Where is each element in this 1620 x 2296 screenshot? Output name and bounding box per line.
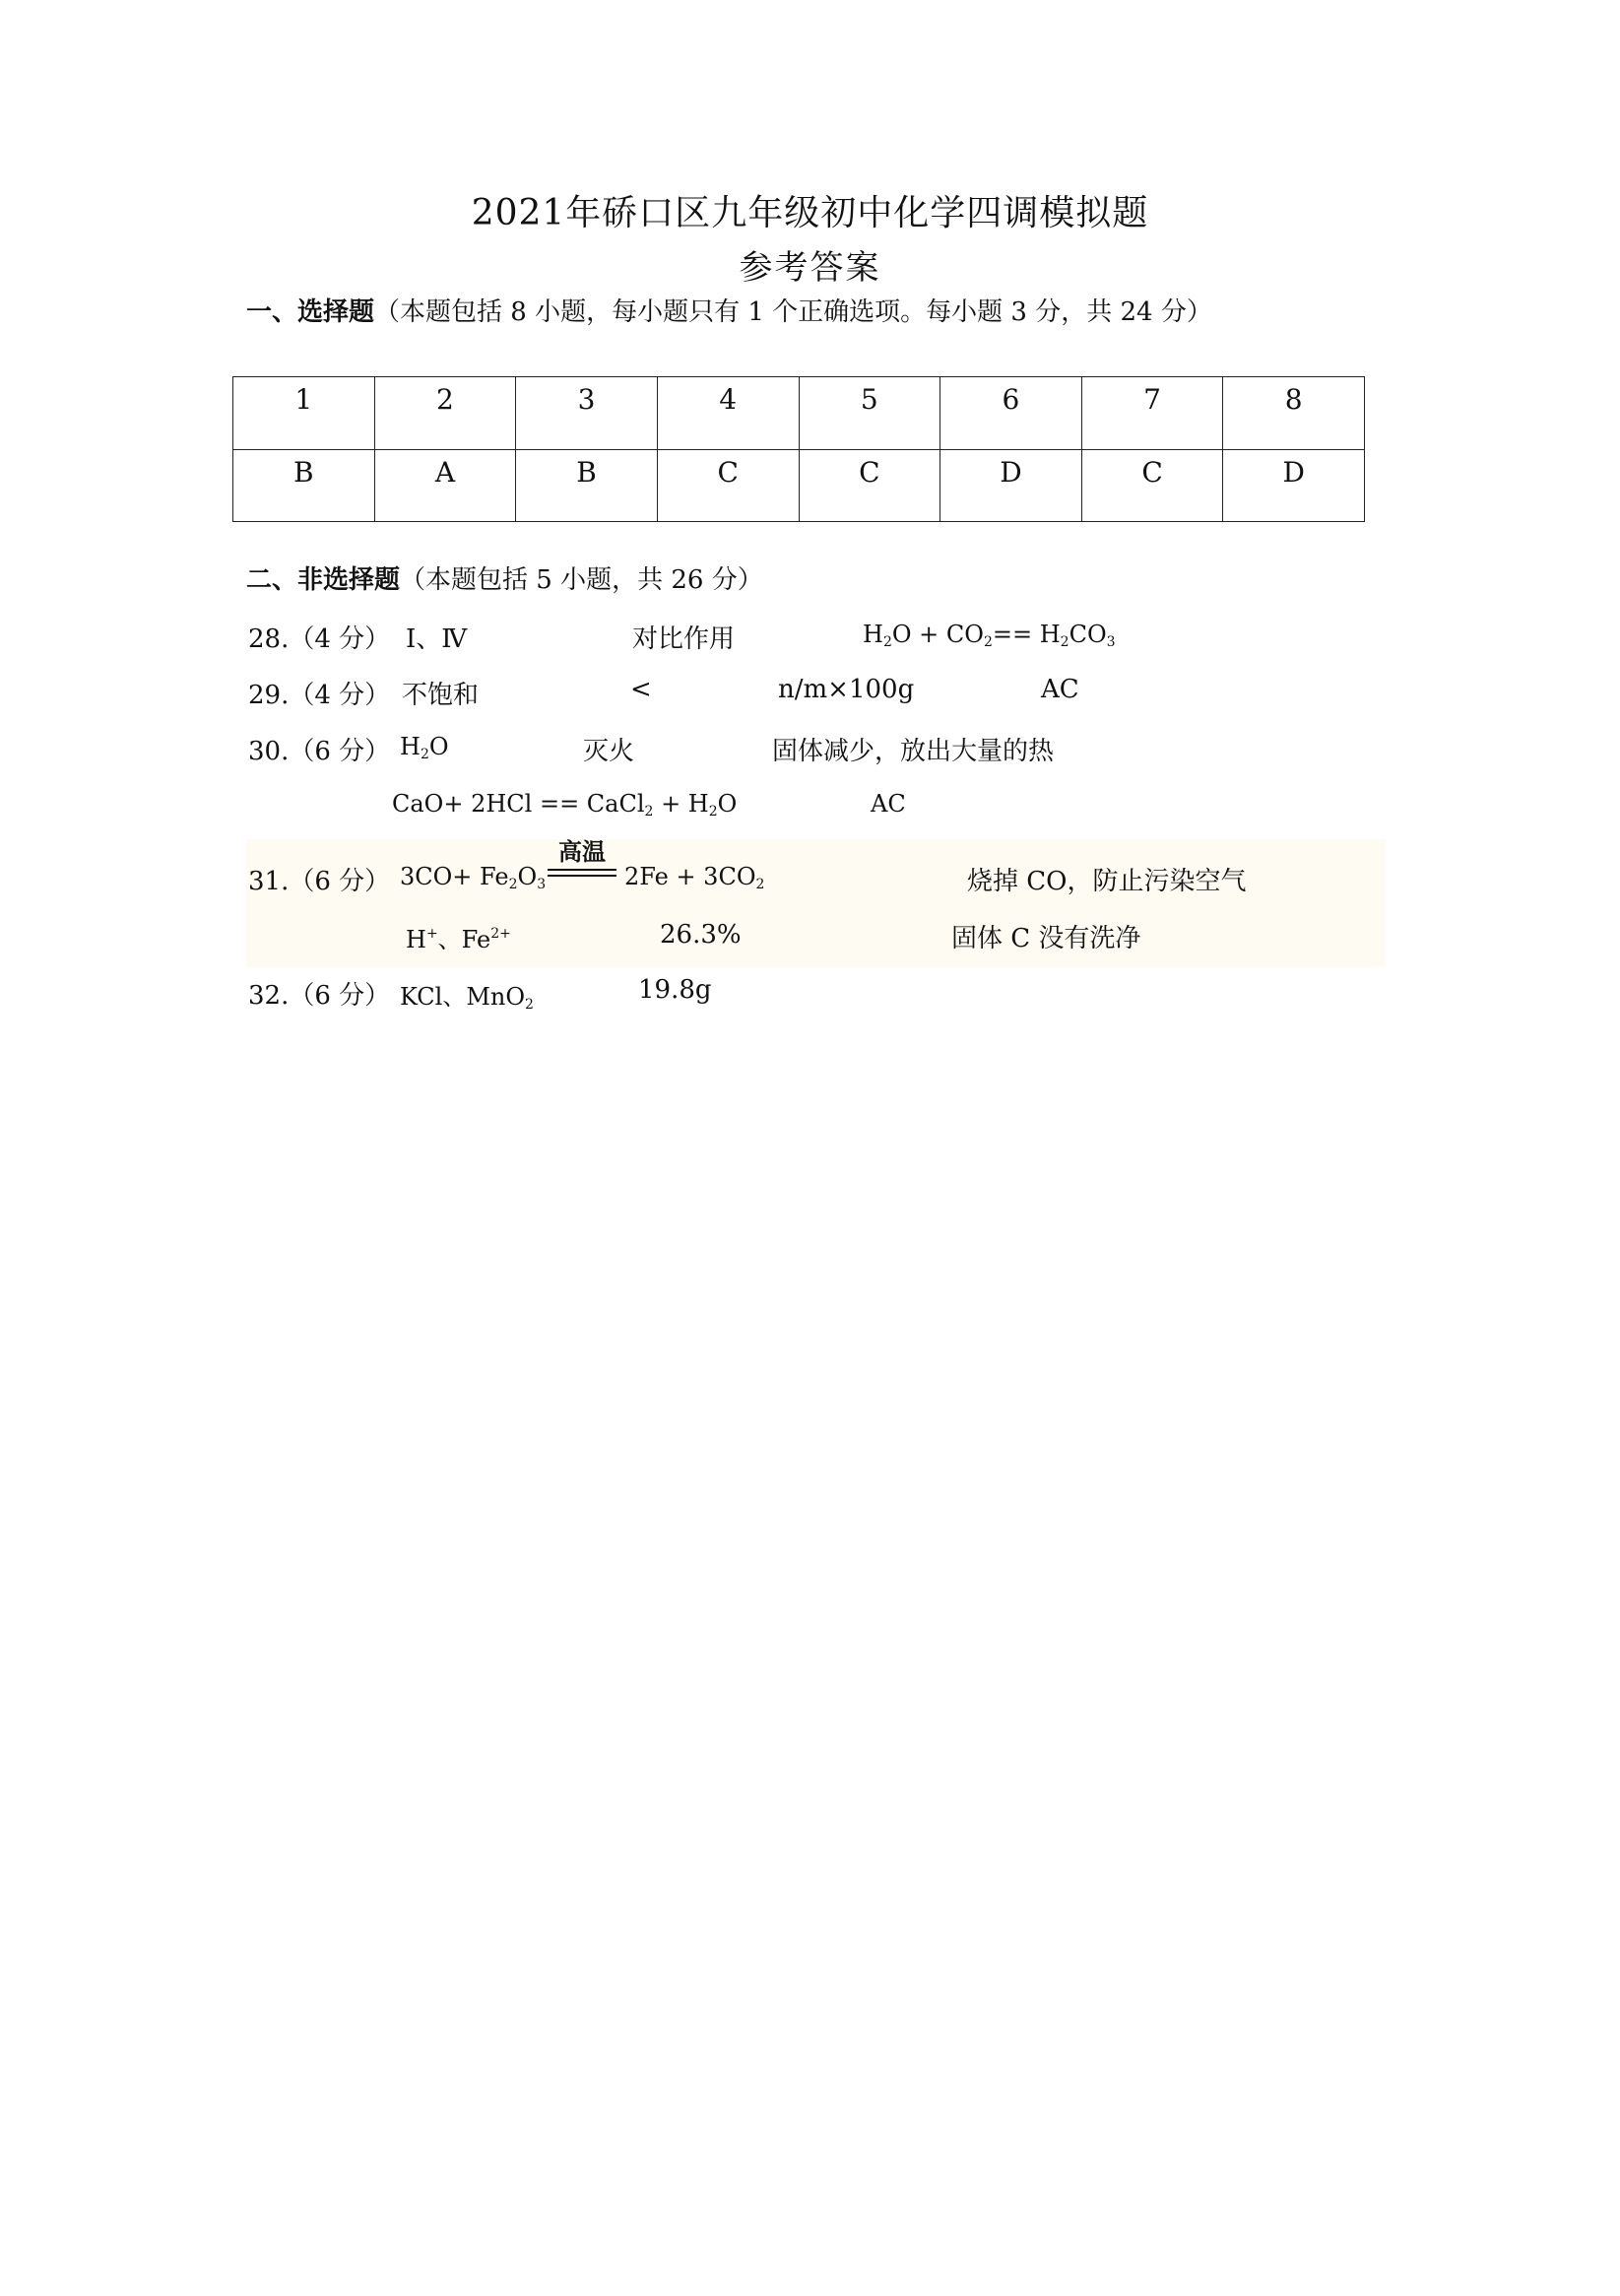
q30-equation	[392, 790, 737, 818]
question-number: 6	[940, 377, 1082, 450]
answer-cell: B	[516, 449, 658, 522]
q30-answer-1	[400, 733, 449, 760]
q28-answer-2: 对比作用	[632, 624, 736, 654]
answer-cell: C	[799, 449, 940, 522]
eq-superscript: 2+	[490, 926, 511, 942]
q29-label: 29.（4 分）	[248, 681, 391, 710]
q32-label: 32.（6 分）	[248, 981, 391, 1011]
page-title: 2021年硚口区九年级初中化学四调模拟题	[471, 193, 1149, 233]
eq-text: 、Fe	[437, 926, 491, 953]
eq-text: O	[517, 863, 538, 890]
q30-answer-2: 灭火	[583, 737, 635, 766]
q28-answer-1: Ⅰ、Ⅳ	[406, 624, 468, 654]
section2-note: （本题包括 5 小题，共 26 分）	[400, 565, 763, 595]
eq-text: + H	[653, 790, 709, 818]
answer-table-header-row	[233, 377, 1365, 450]
q28-label: 28.（4 分）	[248, 624, 391, 654]
section2-heading	[246, 559, 763, 596]
eq-subscript: 2	[882, 634, 892, 650]
eq-subscript: 3	[537, 877, 547, 892]
answer-table	[232, 376, 1365, 522]
eq-subscript: 2	[525, 997, 534, 1013]
answer-cell: A	[374, 449, 516, 522]
eq-subscript: 2	[983, 634, 993, 650]
q30-answer-3: 固体减少，放出大量的热	[772, 737, 1055, 766]
question-number: 8	[1223, 377, 1365, 450]
eq-text: O	[717, 790, 738, 818]
q31-equation-right	[624, 863, 764, 890]
section1-title: 一、选择题	[246, 297, 375, 327]
eq-subscript: 2	[708, 804, 718, 820]
condition-text: 高温	[558, 838, 606, 866]
question-number: 2	[374, 377, 516, 450]
section2-title: 二、非选择题	[246, 565, 401, 595]
eq-subscript: 2	[644, 804, 654, 820]
question-number: 4	[657, 377, 799, 450]
eq-text: O + CO	[891, 621, 984, 648]
question-number: 7	[1081, 377, 1223, 450]
q31-answer-5: 固体 C 没有洗净	[951, 924, 1141, 953]
q29-answer-3: n/m×100g	[778, 675, 915, 704]
eq-subscript: 2	[755, 877, 765, 892]
section1-note: （本题包括 8 小题，每小题只有 1 个正确选项。每小题 3 分，共 24 分）	[374, 297, 1212, 327]
eq-text: O	[428, 733, 449, 760]
eq-text: H	[406, 926, 426, 953]
q30-label: 30.（6 分）	[248, 737, 391, 766]
eq-superscript: +	[425, 926, 438, 942]
q28-equation	[863, 621, 1116, 648]
eq-text: == H	[992, 621, 1061, 648]
page-subtitle: 参考答案	[739, 248, 881, 288]
q31-label: 31.（6 分）	[248, 867, 391, 896]
answer-cell: B	[233, 449, 375, 522]
section1-heading	[246, 292, 1212, 328]
q29-answer-4: AC	[1041, 675, 1079, 704]
answer-table-answer-row	[233, 449, 1365, 522]
eq-subscript: 2	[508, 877, 518, 892]
equals-bar	[548, 869, 616, 871]
answer-cell: D	[1223, 449, 1365, 522]
q31-ions	[406, 920, 511, 954]
eq-subscript: 3	[1106, 634, 1116, 650]
q29-answer-2: <	[630, 675, 652, 704]
eq-subscript: 2	[1060, 634, 1069, 650]
eq-text: H	[863, 621, 883, 648]
eq-text: KCl、MnO	[400, 983, 526, 1011]
equals-bar	[548, 875, 616, 877]
q32-answer-2: 19.8g	[638, 975, 712, 1005]
q29-answer-1: 不饱和	[402, 681, 480, 710]
eq-text: CO	[1069, 621, 1107, 648]
reaction-condition	[548, 839, 616, 877]
q31-answer-4: 26.3%	[660, 920, 742, 950]
answer-cell: D	[940, 449, 1082, 522]
q32-answer-1	[400, 977, 534, 1012]
eq-text: CaO+ 2HCl == CaCl	[392, 790, 645, 818]
question-number: 3	[516, 377, 658, 450]
question-number: 1	[233, 377, 375, 450]
question-number: 5	[799, 377, 940, 450]
q31-equation-left	[400, 863, 546, 890]
eq-subscript: 2	[420, 747, 429, 762]
answer-cell: C	[657, 449, 799, 522]
q31-answer-2: 烧掉 CO，防止污染空气	[967, 867, 1247, 896]
answer-cell: C	[1081, 449, 1223, 522]
eq-text: 3CO+ Fe	[400, 863, 509, 890]
q30-answer-5: AC	[871, 790, 906, 818]
eq-text: H	[400, 733, 421, 760]
eq-text: 2Fe + 3CO	[624, 863, 756, 890]
